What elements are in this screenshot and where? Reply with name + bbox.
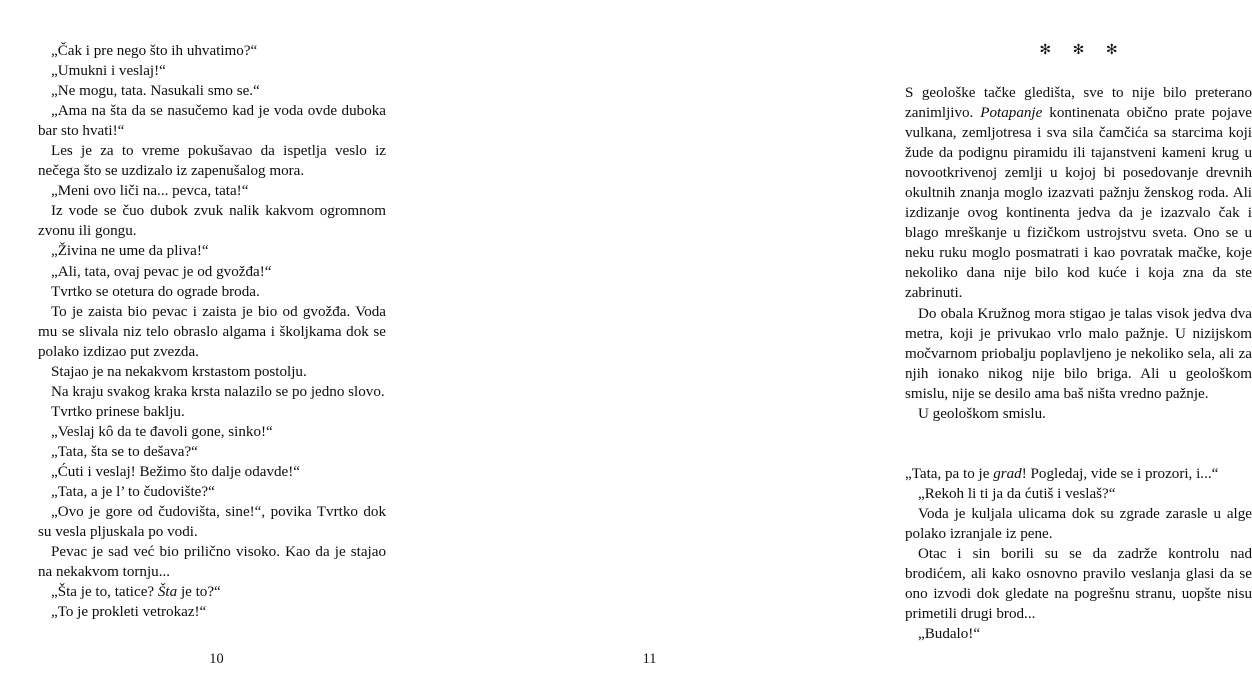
paragraph: „Ćuti i veslaj! Bežimo što dalje odavde!“ (51, 463, 300, 480)
paragraph: Tvrtko se otetura do ograde broda. (51, 283, 260, 300)
separator-spacer (905, 61, 1252, 83)
paragraph: „Tata, pa to je grad! Pogledaj, vide se i prozori, i...“ (905, 465, 1219, 482)
paragraph: „Umukni i veslaj!“ (51, 63, 166, 80)
paragraph: „Meni ovo liči na... pevca, tata!“ (51, 183, 249, 200)
paragraph: Otac i sin borili su se da zadrže kontrolu nad brodićem, ali kako osnovno pravilo veslanja glasi da se ono izvodi dok gledate na pogrešnu stranu, uopšte nisu primetili drugi brod... (905, 545, 1252, 623)
paragraph: To je zaista bio pevac i zaista je bio od gvožđa. Voda mu se slivala niz telo obraslo algama i školjkama dok se polako izdizao put zvezda. (38, 303, 386, 360)
paragraph: „Budalo!“ (918, 626, 981, 643)
paragraph: Pevac je sad već bio prilično visoko. Kao da je stajao na nekakvom tornju... (38, 544, 386, 581)
scene-separator: ✻ ✻ ✻ (1039, 43, 1127, 58)
page-number: 10 (209, 651, 224, 667)
paragraph: „Šta je to, tatice? Šta je to?“ (51, 584, 221, 601)
page-right (433, 0, 1252, 700)
paragraph: „Ovo je gore od čudovišta, sine!“, povika Tvrtko dok su vesla pljuskala po vodi. (38, 504, 386, 541)
paragraph: „Ne mogu, tata. Nasukali smo se.“ (51, 83, 260, 100)
left-page-textblock (38, 41, 386, 622)
paragraph: Les je za to vreme pokušavao da ispetlja veslo iz nečega što se uzdizalo iz zapenušalog mora. (38, 143, 386, 180)
paragraph: „Tata, a je l’ to čudovište?“ (51, 484, 215, 501)
paragraph: Na kraju svakog kraka krsta nalazilo se po jedno slovo. (51, 383, 385, 400)
paragraph: „Čak i pre nego što ih uhvatimo?“ (51, 43, 258, 59)
paragraph: „Tata, šta se to dešava?“ (51, 443, 198, 460)
page-number: 11 (642, 651, 657, 667)
paragraph: Do obala Kružnog mora stigao je talas visok jedva dva metra, koji je privukao vrlo malo pažnje. U nizijskom močvarnom priobalju poplavljeno je nekoliko sela, ali za njih ionako nikog nije bilo briga. Ali u geološkom smislu, nije se desilo ama baš ništa vredno pažnje. (905, 305, 1252, 402)
paragraph: Tvrtko prinese baklju. (51, 403, 185, 420)
paragraph: Iz vode se čuo dubok zvuk nalik kakvom ogromnom zvonu ili gongu. (38, 203, 386, 240)
section-spacer (905, 424, 1252, 464)
paragraph: U geološkom smislu. (918, 405, 1046, 422)
page-left (0, 0, 433, 700)
paragraph: „Ali, tata, ovaj pevac je od gvožđa!“ (51, 263, 272, 280)
paragraph: „Rekoh li ti ja da ćutiš i veslaš?“ (918, 485, 1116, 502)
paragraph: Stajao je na nekakvom krstastom postolju. (51, 363, 307, 380)
paragraph: S geološke tačke gledišta, sve to nije bilo preterano zanimljivo. Potapanje kontinenata obično prate pojave vulkana, zemljotresa i sva sila čamčića sa starcima koji žude da podignu piramidu ili tajanstveni kameni krug u novootkrivenoj zemlji u kojoj bi posedovanje drevnih okultnih znanja moglo izazvati pažnju ženskog roda. Ali izdizanje ovog kontinenta jedva da je izazvalo čak i blago mreškanje u fizičkom ustrojstvu sveta. Ono se u neku ruku moglo posmatrati i kao povratak mačke, koje nekoliko dana nije bilo kod kuće i koja zna da ste zabrinuti. (905, 85, 1252, 302)
paragraph: „Živina ne ume da pliva!“ (51, 243, 209, 260)
paragraph: „Ama na šta da se nasučemo kad je voda ovde duboka bar sto hvati!“ (38, 103, 386, 140)
paragraph: „To je prokleti vetrokaz!“ (51, 604, 207, 621)
right-page-textblock (905, 41, 1252, 644)
paragraph: „Veslaj kô da te đavoli gone, sinko!“ (51, 423, 273, 440)
paragraph: Voda je kuljala ulicama dok su zgrade zarasle u alge polako izranjale iz pene. (905, 505, 1252, 542)
